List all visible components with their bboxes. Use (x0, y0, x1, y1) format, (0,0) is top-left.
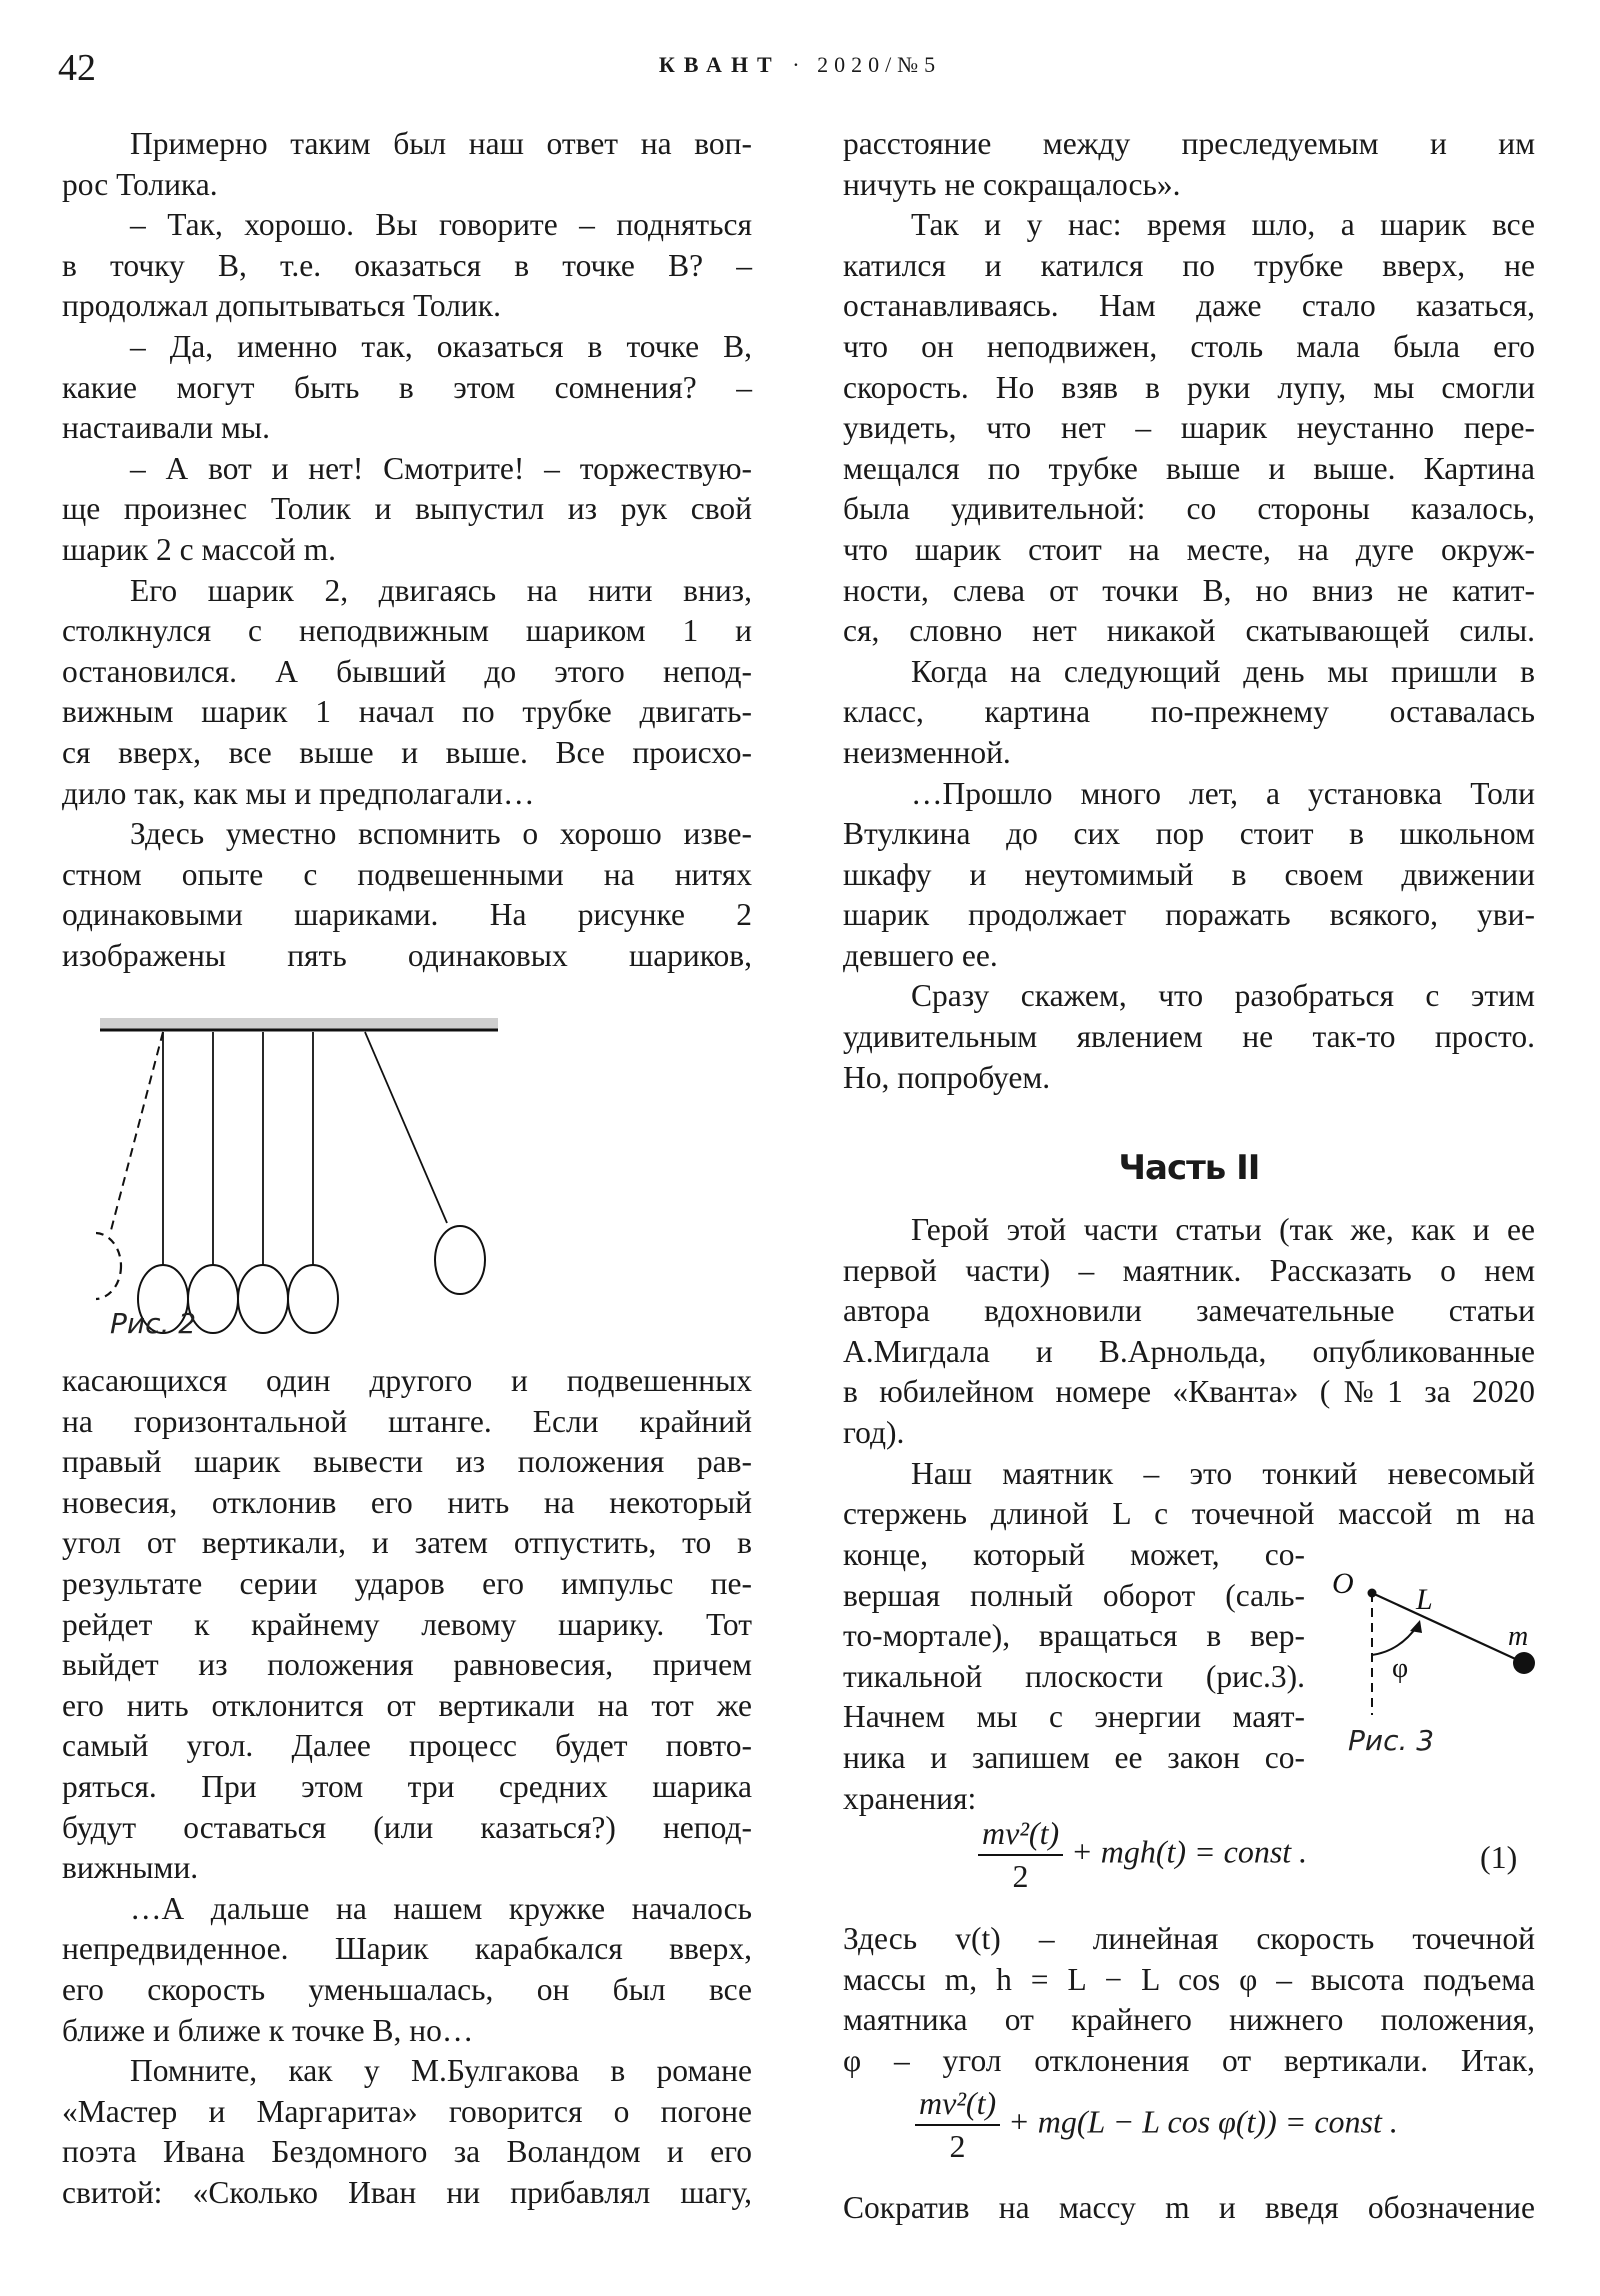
text-line: какие могут быть в этом сомнения? – (62, 369, 752, 405)
text-line: тикальной плоскости (рис.3). (843, 1658, 1305, 1694)
text-line: остановился. А бывший до этого непод- (62, 653, 752, 689)
bar-shade (100, 1018, 498, 1030)
text-line: катился и катился по трубке вверх, не (843, 247, 1535, 283)
text-line: Помните, как у М.Булгакова в романе (130, 2053, 752, 2089)
text-line: конце, который может, со- (843, 1537, 1305, 1572)
angle-arc (1372, 1625, 1418, 1655)
left-column-top (62, 124, 752, 976)
text-line: массы m, h = L − L cos φ – высота подъема (843, 1961, 1535, 1997)
text-line: удивительным явлением не так-то просто. (843, 1019, 1535, 1055)
header-separator: · (792, 52, 806, 77)
text-line: его скорость уменьшалась, он был все (62, 1971, 752, 2007)
text-line: Его шарик 2, двигаясь на нити вниз, (130, 572, 752, 608)
right-column-last (843, 2188, 1535, 2229)
text-line: ника и запишем ее закон со- (843, 1739, 1305, 1775)
text-line: столкнулся с неподвижным шариком 1 и (62, 613, 752, 649)
text-line: – А вот и нет! Смотрите! – торжествую- (130, 450, 752, 486)
text-line: настаивали мы. (62, 410, 270, 446)
text-line: – Да, именно так, оказаться в точке B, (130, 328, 752, 364)
label-angle: φ (1392, 1653, 1409, 1684)
text-line: автора вдохновили замечательные статьи (843, 1293, 1535, 1329)
text-line: выйдет из положения равновесия, причем (62, 1647, 752, 1683)
ball-3 (238, 1265, 288, 1333)
text-line: рейдет к крайнему левому шарику. Тот (62, 1606, 752, 1642)
text-line: будут оставаться (или казаться?) непод- (62, 1809, 752, 1845)
figure-3-caption: Рис. 3 (1348, 1724, 1435, 1757)
text-line: останавливаясь. Нам даже стало казаться, (843, 288, 1535, 324)
right-column-explanation (843, 1919, 1535, 2081)
text-line: маятника от крайнего нижнего положения, (843, 2002, 1535, 2038)
text-line: Наш маятник – это тонкий невесомый (911, 1455, 1535, 1491)
text-line: стном опыте с подвешенными на нитях (62, 856, 752, 892)
text-line: скорость. Но взяв в руки лупу, мы смогли (843, 369, 1535, 405)
text-line: продолжал допытываться Толик. (62, 288, 501, 324)
text-line: неизменной. (843, 734, 1011, 770)
text-line: ще произнес Толик и выпустил из рук свой (62, 491, 752, 527)
text-line: шарик продолжает поражать всякого, уви- (843, 897, 1535, 933)
text-line: Здесь v(t) – линейная скорость точечной (843, 1921, 1535, 1956)
fraction: $\frac{\text{mv²(t)}}{2}$ (915, 2085, 1000, 2165)
text-line: ничуть не сокращалось». (843, 166, 1181, 202)
label-mass: m (1508, 1621, 1529, 1652)
newtons-cradle-diagram (96, 1010, 696, 1340)
formula-rest: + mg(L − L cos φ(t)) = const . (1008, 2103, 1398, 2140)
deflected-string (365, 1032, 447, 1223)
text-line: угол от вертикали, и затем отпустить, то в (62, 1525, 752, 1561)
text-line: Сразу скажем, что разобраться с этим (911, 978, 1535, 1014)
text-line: что шарик стоит на месте, на дуге окруж- (843, 531, 1535, 567)
text-line: новесия, отклонив его нить на некоторый (62, 1484, 752, 1520)
text-line: …А дальше на нашем кружке началось (130, 1890, 752, 1926)
text-line: А.Мигдала и В.Арнольда, опубликованные (843, 1333, 1535, 1369)
text-line: расстояние между преследуемым и им (843, 126, 1535, 161)
text-line: «Мастер и Маргарита» говорится о погоне (62, 2093, 752, 2129)
text-line: φ – угол отклонения от вертикали. Итак, (843, 2042, 1535, 2078)
page-number: 42 (58, 47, 96, 89)
text-line: …Прошло много лет, а установка Толи (911, 775, 1535, 811)
fraction: $\frac{\text{mv²(t)}}{2}$ (978, 1815, 1063, 1895)
magazine-title: КВАНТ (658, 52, 781, 77)
text-line: на горизонтальной штанге. Если крайний (62, 1403, 752, 1439)
text-line: Начнем мы с энергии маят- (843, 1699, 1305, 1735)
text-line: вижным шарик 1 начал по трубке двигать- (62, 694, 752, 730)
text-line: непредвиденное. Шарик карабкался вверх, (62, 1931, 752, 1967)
text-line: ся, словно нет никакой скатывающей силы. (843, 613, 1535, 649)
text-line: ряться. При этом три средних шарика (62, 1768, 752, 1804)
text-line: одинаковыми шариками. На рисунке 2 (62, 897, 752, 933)
text-line: Сократив на массу m и введя обозначение (843, 2190, 1535, 2225)
formula-1 (978, 1815, 1307, 1895)
dashed-string (110, 1032, 163, 1234)
text-line: его нить отклонится от вертикали на тот же (62, 1687, 752, 1723)
text-line: стержень длиной L с точечной массой m на (843, 1496, 1535, 1532)
section-heading: Часть II (1118, 1148, 1260, 1188)
text-line: ности, слева от точки B, но вниз не катит- (843, 572, 1535, 608)
text-line: то-мортале), вращаться в вер- (843, 1618, 1305, 1654)
text-line: самый угол. Далее процесс будет повто- (62, 1728, 752, 1764)
text-line: поэта Ивана Бездомного за Воландом и его (62, 2134, 752, 2170)
text-line: первой части) – маятник. Рассказать о нем (843, 1252, 1535, 1288)
ball-4 (288, 1265, 338, 1333)
right-column-part2 (843, 1210, 1535, 1535)
text-line: в юбилейном номере «Кванта» (№1 за 2020 (843, 1374, 1535, 1410)
figure-2-newtons-cradle (96, 1010, 696, 1340)
text-line: изображены пять одинаковых шариков, (62, 937, 752, 973)
text-line: касающихся один другого и подвешенных (62, 1363, 752, 1398)
text-line: Но, попробуем. (843, 1059, 1051, 1095)
formula-rest: + mgh(t) = const . (1071, 1833, 1308, 1870)
text-line: в точку B, т.е. оказаться в точке B? – (62, 247, 752, 283)
text-line: мещался по трубке выше и выше. Картина (843, 450, 1535, 486)
text-line: шарик 2 с массой m. (62, 531, 337, 567)
text-line: класс, картина по-прежнему оставалась (843, 694, 1535, 730)
figure-2-caption: Рис. 2 (110, 1307, 197, 1340)
text-line: увидеть, что нет – шарик неустанно пере- (843, 410, 1535, 446)
equation-number: (1) (1480, 1839, 1518, 1875)
formula-2 (915, 2085, 1398, 2165)
text-line: Примерно таким был наш ответ на воп- (130, 126, 752, 161)
issue-number: 2020/№5 (817, 52, 942, 77)
text-line: Так и у нас: время шло, а шарик все (911, 207, 1535, 243)
text-line: правый шарик вывести из положения рав- (62, 1444, 752, 1480)
text-line: ся вверх, все выше и выше. Все происхо- (62, 734, 752, 770)
text-line: дило так, как мы и предполагали… (62, 775, 535, 811)
label-length: L (1416, 1583, 1433, 1616)
text-line: ближе и ближе к точке B, но… (62, 2012, 474, 2048)
text-line: шкафу и неутомимый в своем движении (843, 856, 1535, 892)
dashed-ball (96, 1233, 121, 1299)
running-head (0, 52, 1600, 78)
pendulum-mass (1513, 1652, 1535, 1674)
figure-3-pendulum (1330, 1565, 1560, 1715)
text-line: вижными. (62, 1850, 199, 1886)
text-line: свитой: «Сколько Иван ни прибавлял шагу, (62, 2174, 752, 2210)
text-line: результате серии ударов его импульс пе- (62, 1565, 752, 1601)
text-line: девшего ее. (843, 937, 998, 973)
left-column-bottom (62, 1361, 752, 2213)
arc-arrowhead (1410, 1620, 1422, 1633)
text-line: Когда на следующий день мы пришли в (911, 653, 1535, 689)
text-line: Герой этой части статьи (так же, как и ее (911, 1212, 1535, 1247)
right-column-wrap (843, 1535, 1305, 1819)
text-line: – Так, хорошо. Вы говорите – подняться (130, 207, 752, 243)
text-line: год). (843, 1414, 905, 1450)
label-pivot-o: O (1332, 1567, 1354, 1600)
right-column-top (843, 124, 1535, 1098)
text-line: Втулкина до сих пор стоит в школьном (843, 816, 1535, 852)
text-line: вершая полный оборот (саль- (843, 1577, 1305, 1613)
text-line: что он неподвижен, столь мала была его (843, 328, 1535, 364)
text-line: хранения: (843, 1780, 977, 1816)
text-line: была удивительной: со стороны казалось, (843, 491, 1535, 527)
ball-5 (435, 1226, 485, 1294)
pendulum-rod (1372, 1593, 1522, 1662)
text-line: Здесь уместно вспомнить о хорошо изве- (130, 816, 752, 852)
text-line: рос Толика. (62, 166, 218, 202)
